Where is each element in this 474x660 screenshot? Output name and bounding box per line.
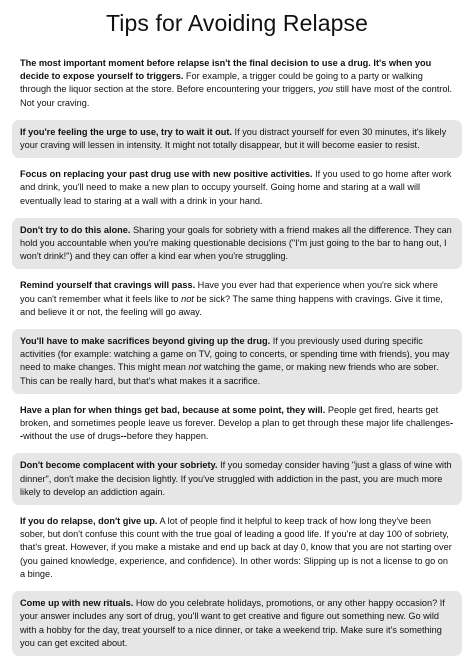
tip-relapse-dont-give-up xyxy=(12,509,462,587)
tip-heading: Remind yourself that cravings will pass. xyxy=(20,280,196,291)
page-title: Tips for Avoiding Relapse xyxy=(105,10,369,36)
tip-heading: Come up with new rituals. xyxy=(20,598,134,609)
tip-plan-for-bad-times xyxy=(12,398,462,450)
tip-separator: -- xyxy=(120,431,127,442)
tip-body: If you distract yourself for even 30 minutes, it's likely your craving will lessen in intensity. It might not totally disappear, but it will become easier to resist. xyxy=(20,126,447,151)
tip-body: If you used to go home after work and drink, you'll need to make a new plan to occupy yourself. Going home and staring at a wall will eventually lead to staring at a wall with a drink in your hand. xyxy=(20,169,452,206)
tip-triggers xyxy=(12,51,462,116)
tip-body: For example, a trigger could be going to a party or walking through the liquor section at the store. Before encountering your triggers, xyxy=(20,71,423,95)
tip-heading: Focus on replacing your past drug use with new positive activities. xyxy=(20,169,313,180)
tip-emphasis: not xyxy=(181,293,194,304)
tip-body: How do you celebrate holidays, promotions, or any other happy occasion? If your answer includes any sort of drug, you'll want to get creative and figure out something new. Go wild with a hobby for the day, treat yourself to a nice dinner, or take a weekend trip. Make sure it's something you can get excited about. xyxy=(20,598,445,648)
tip-positive-activities xyxy=(12,162,462,214)
tip-body: watching the game, or making new friends who are sober. This can be really hard, but that's what makes it a sacrifice. xyxy=(20,362,439,386)
tip-body: Sharing your goals for sobriety with a friend makes all the difference. They can hold you accountable when you're making questionable decisions ("I'm just going to the bar to hang out, I won't drink!") and they can offer a kind ear when you're struggling. xyxy=(20,224,452,262)
tip-heading: Don't become complacent with your sobriety. xyxy=(20,460,218,471)
tip-body: If you someday consider having "just a glass of wine with dinner", don't make the decision lightly. If you've struggled with addiction in the past, you are much more likely to develop an addiction again. xyxy=(20,460,452,497)
tip-heading: You'll have to make sacrifices beyond giving up the drug. xyxy=(20,336,271,347)
tip-body: be sick? The same thing happens with cravings. Give it time, and believe it or not, the feeling will go away. xyxy=(20,293,443,317)
tip-heading: The most important moment before relapse isn't the final decision to use a drug. It's when you decide to expose yourself to triggers. xyxy=(20,58,432,82)
tip-complacency xyxy=(12,453,462,505)
tip-body: If you previously used during specific activities (for example: watching a game on TV, going to concerts, or spending time with friends), you may need to make changes. This might mean xyxy=(20,336,450,373)
tip-not-alone xyxy=(12,218,462,270)
tip-cravings-pass xyxy=(12,273,462,325)
tip-heading: If you do relapse, don't give up. xyxy=(20,516,158,527)
tip-separator: -- xyxy=(20,418,454,442)
tip-sacrifices xyxy=(12,329,462,394)
tip-body: before they happen. xyxy=(126,431,209,442)
tip-wait-it-out xyxy=(12,120,462,158)
tip-new-rituals xyxy=(12,591,462,656)
tip-emphasis: not xyxy=(188,362,202,373)
tip-body: without the use of drugs xyxy=(23,431,121,442)
tip-heading: If you're feeling the urge to use, try to wait it out. xyxy=(20,126,232,137)
tip-emphasis: you xyxy=(318,84,334,95)
tip-body: Have you ever had that experience when you're sick where you can't remember what it feels like to xyxy=(20,280,438,304)
tip-body: still have most of the control. Not your craving. xyxy=(20,84,453,108)
tip-body: People get fired, hearts get broken, and sometimes people leave us forever. Develop a plan to get through these major life challenges xyxy=(20,404,451,429)
tip-heading: Don't try to do this alone. xyxy=(20,224,131,235)
tip-heading: Have a plan for when things get bad, because at some point, they will. xyxy=(20,404,326,415)
tip-body: A lot of people find it helpful to keep track of how long they've been sober, but don't confuse this count with the true goal of leading a good life. If you're at day 100 of sobriety, that's great. However, if you make a mistake and end up back at day 0, know that you are not starting over (you gained knowledge, experience, and confidence). In other words: Slipping up is not a license to go on a binge. xyxy=(20,516,452,579)
